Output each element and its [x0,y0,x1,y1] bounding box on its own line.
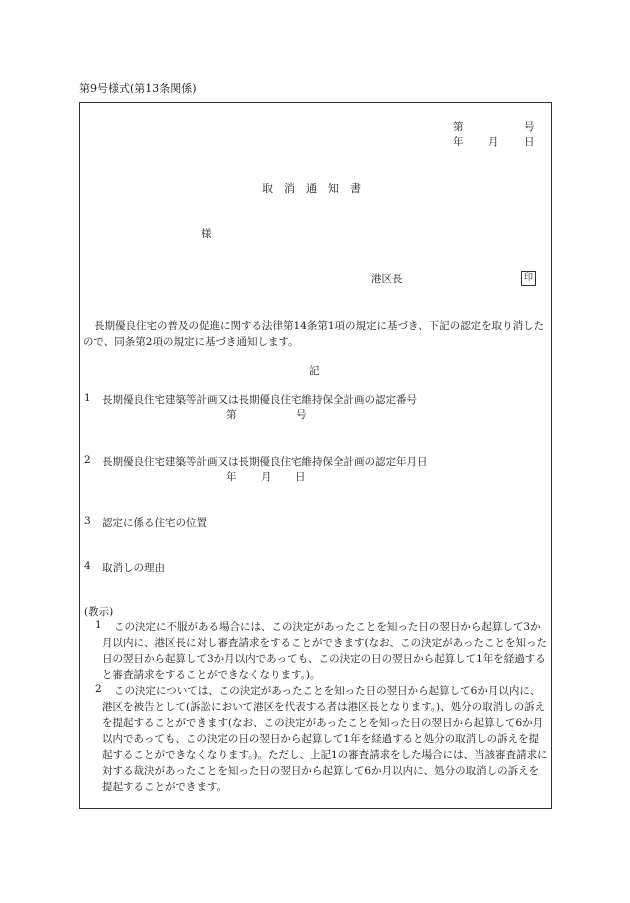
item-2-number: 2 [84,454,91,466]
item-1-label: 長期優良住宅建築等計画又は長期優良住宅維持保全計画の認定番号 [102,394,417,406]
notice-item-1-text: この決定に不服がある場合には、この決定があったことを知った日の翌日から起算して3か月以内に、港区長に対し審査請求をすることができます(なお、この決定があったことを知った日の翌日から起算して3か月以内であっても、この決定の日の翌日から起算して1年を経過すると審査請求をすることができなくなります。)。 [102,621,547,681]
addressee-suffix: 様 [201,228,212,240]
item-1-number-suffix: 号 [296,409,307,421]
item-4-number: 4 [84,560,91,572]
number-prefix: 第 [453,121,464,133]
notice-item-2-number: 2 [95,683,102,695]
seal-mark: 印 [521,271,536,286]
item-1-number-prefix: 第 [226,409,237,421]
item-2-month: 月 [261,471,272,483]
notice-item-1-number: 1 [95,619,102,631]
item-2-day: 日 [295,471,306,483]
item-2-label: 長期優良住宅建築等計画又は長期優良住宅維持保全計画の認定年月日 [102,456,428,468]
ki-heading: 記 [309,365,320,377]
issuer-name: 港区長 [371,273,403,285]
date-month: 月 [488,136,499,148]
date-day: 日 [524,136,535,148]
body-text: 長期優良住宅の普及の促進に関する法律第14条第1項の規定に基づき、下記の認定を取り消したので、同条第2項の規定に基づき通知します。 [83,320,545,348]
document-title: 取 消 通 知 書 [262,182,361,195]
item-3-label: 認定に係る住宅の位置 [102,517,207,529]
item-1-number: 1 [84,392,91,404]
date-year: 年 [453,136,464,148]
form-label: 第9号様式(第13条関係) [79,82,197,95]
notice-item-2-text: この決定については、この決定があったことを知った日の翌日から起算して6か月以内に、港区を被告として(訴訟において港区を代表する者は港区長となります。)、処分の取消しの訴えを提起することができます(なお、この決定があったことを知った日の翌日から起算して6か月以内であっても、この決定の日の翌日から起算して1年を経過すると処分の取消しの訴えを提起することができなくなります。)。ただし、上記1の審査請求をした場合には、当該審査請求に対する裁決があったことを知った日の翌日から起算して6か月以内に、処分の取消しの訴えを提起することができます。 [102,685,548,793]
item-2-year: 年 [226,471,237,483]
item-4-label: 取消しの理由 [102,562,165,574]
number-suffix: 号 [524,121,535,133]
notice-heading: (教示) [84,606,114,618]
item-3-number: 3 [84,515,91,527]
